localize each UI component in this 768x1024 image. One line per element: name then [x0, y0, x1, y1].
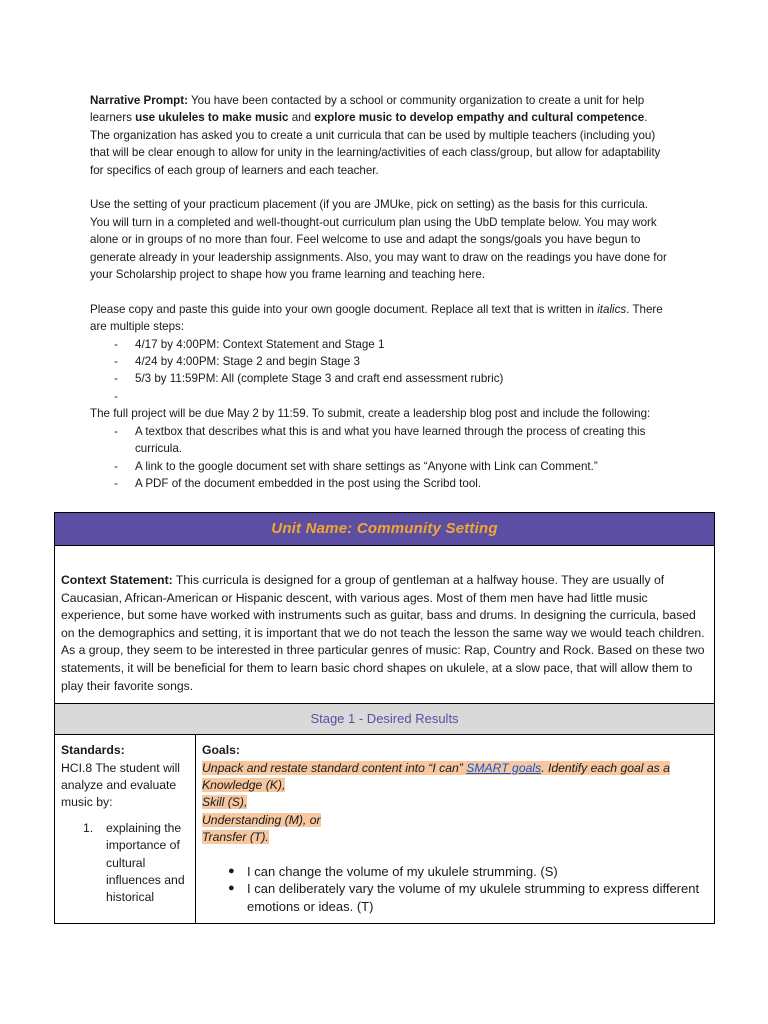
standards-list: [61, 820, 189, 907]
goals-list: [202, 863, 708, 916]
goals-cell: [196, 735, 715, 924]
highlighted-text: Skill (S),: [202, 795, 248, 810]
assignment-prompt: [90, 92, 670, 492]
goals-instructions: [202, 760, 708, 795]
step-text: [135, 390, 138, 403]
dash-marker: -: [114, 459, 118, 473]
submit-text: A PDF of the document embedded in the post using the Scribd tool.: [135, 476, 482, 490]
step-text: 4/24 by 4:00PM: Stage 2 and begin Stage 3: [135, 355, 360, 369]
context-statement-cell: [55, 546, 715, 704]
step-item: [90, 336, 670, 353]
goal-item: [202, 880, 708, 915]
highlighted-text: Unpack and restate standard content into “I can”: [202, 760, 467, 775]
prompt-text: and: [288, 111, 315, 125]
unit-name-header: Unit Name: Community Setting: [55, 513, 715, 546]
dash-marker: -: [114, 476, 118, 490]
prompt-bold-text: use ukuleles to make music: [135, 111, 289, 125]
prompt-italic-text: italics: [597, 302, 627, 316]
submit-list: [90, 423, 670, 493]
copy-instructions-paragraph: [90, 301, 670, 336]
prompt-bold-text: explore music to develop empathy and cultural competence: [314, 111, 645, 125]
due-date-paragraph: The full project will be due May 2 by 11:59. To submit, create a leadership blog post and include the following:: [90, 407, 651, 421]
context-statement-label: Context Statement:: [61, 573, 173, 587]
step-text: 5/3 by 11:59PM: All (complete Stage 3 and craft end assessment rubric): [135, 372, 504, 386]
goals-label: Goals:: [202, 743, 240, 758]
submit-item: [90, 458, 670, 475]
prompt-text: . The organization has asked you to create a unit curricula that can be used by multiple teachers (including you) that will be clear enough to allow for unity in the learning/activities of each class/group, but allow for adaptability for specifics of each group of learners and each teacher.: [90, 111, 661, 177]
standards-text: HCI.8 The student will analyze and evaluate music by:: [61, 760, 180, 810]
submit-text: A textbox that describes what this is and what you have learned through the process of creating this curricula.: [135, 424, 646, 456]
submit-text: A link to the google document set with share settings as “Anyone with Link can Comment.”: [135, 459, 598, 473]
highlighted-text: Transfer (T).: [202, 830, 269, 845]
highlighted-text: . Identify each goal as a Knowledge (K),: [202, 760, 670, 792]
dash-marker: -: [114, 372, 118, 386]
context-statement-text: This curricula is designed for a group of gentleman at a halfway house. They are usually of Caucasian, African-American or Hispanic descent, with various ages. Most of them men have had little music experience, but some have worked with instruments such as guitar, bass and drums. In designing the curricula, based on the demographics and setting, it is important that we do not teach the lesson the same way we would teach children. As a group, they seem to be interested in three particular genres of music: Rap, Country and Rock. Based on these two statements, it will be beneficial for them to learn basic chord shapes on ukulele, at a slow pace, that will allow them to play their favorite songs.: [61, 573, 705, 693]
step-text: 4/17 by 4:00PM: Context Statement and Stage 1: [135, 337, 385, 351]
bullet-icon: ●: [228, 864, 235, 877]
prompt-text: . There are multiple steps:: [90, 302, 663, 334]
dash-marker: -: [114, 424, 118, 438]
smart-goals-link[interactable]: SMART goals: [466, 760, 542, 775]
standards-label: Standards:: [61, 743, 125, 758]
step-item: [90, 353, 670, 370]
submit-item: [90, 475, 670, 492]
standards-item-text: explaining the importance of cultural influences and historical: [106, 820, 185, 905]
standards-list-item: [61, 820, 189, 907]
standards-cell: [55, 735, 196, 924]
dash-marker: -: [114, 337, 118, 351]
ubd-template-table: [54, 512, 715, 924]
bullet-icon: ●: [228, 882, 235, 895]
step-item: [90, 370, 670, 387]
dash-marker: -: [114, 389, 118, 403]
dash-marker: -: [114, 355, 118, 369]
narrative-prompt-paragraph: [90, 92, 670, 179]
goal-text: I can change the volume of my ukulele strumming. (S): [247, 863, 558, 879]
goal-text: I can deliberately vary the volume of my ukulele strumming to express different emotions or ideas. (T): [247, 881, 700, 914]
goal-item: [202, 863, 708, 881]
setting-paragraph: Use the setting of your practicum placement (if you are JMUke, pick on setting) as the basis for this curricula. You will turn in a completed and well-thought-out curriculum plan using the UbD template below. You may work alone or in groups of no more than four. Feel welcome to use and adapt the songs/goals you have begun to generate already in your leadership assignments. Also, you may want to draw on the readings you have done for your Scholarship project to shape how you frame learning and teaching here.: [90, 198, 667, 282]
submit-item: [90, 423, 670, 458]
prompt-text: You have been contacted by a school or community organization to create a unit for help learners: [90, 94, 645, 125]
prompt-text: Please copy and paste this guide into your own google document. Replace all text that is written in: [90, 302, 598, 316]
highlighted-text: Understanding (M), or: [202, 812, 321, 827]
step-item: [90, 388, 670, 405]
stage-1-header: Stage 1 - Desired Results: [55, 704, 715, 735]
narrative-prompt-label: Narrative Prompt:: [90, 94, 188, 107]
steps-list: [90, 336, 670, 406]
list-number: 1.: [83, 820, 94, 835]
